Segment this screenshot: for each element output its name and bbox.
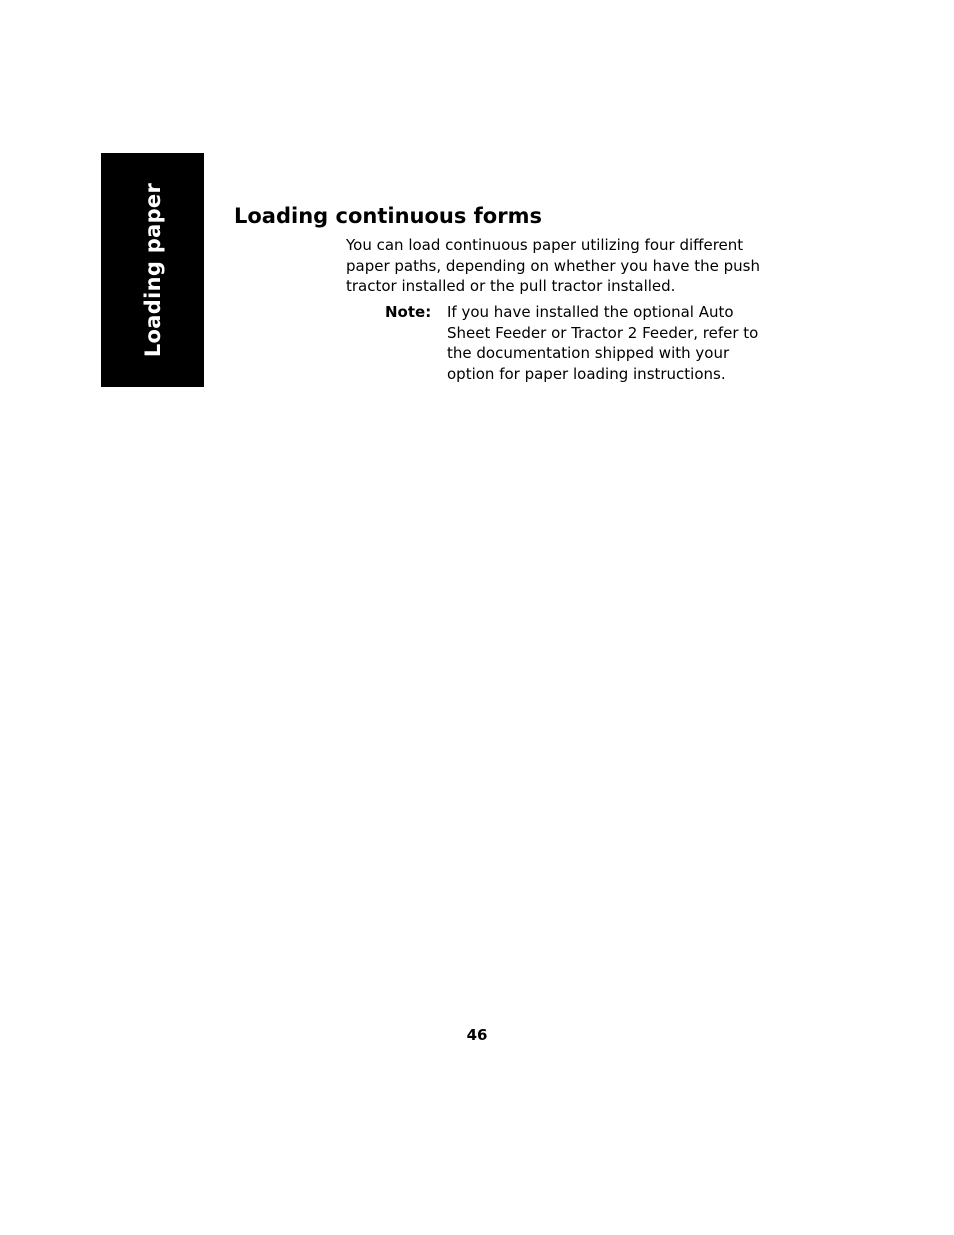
- chapter-side-tab: [101, 153, 204, 387]
- section-heading: Loading continuous forms: [234, 204, 542, 228]
- note-label: Note:: [385, 303, 432, 321]
- note-text: If you have installed the optional Auto Sheet Feeder or Tractor 2 Feeder, refer to the documentation shipped with your option for paper loading instructions.: [447, 303, 759, 383]
- body-paragraph: You can load continuous paper utilizing four different paper paths, depending on whether you have the push tractor installed or the pull tractor installed.: [346, 236, 760, 295]
- page-number: 46: [466, 1026, 488, 1044]
- chapter-side-tab-label: Loading paper: [140, 182, 165, 358]
